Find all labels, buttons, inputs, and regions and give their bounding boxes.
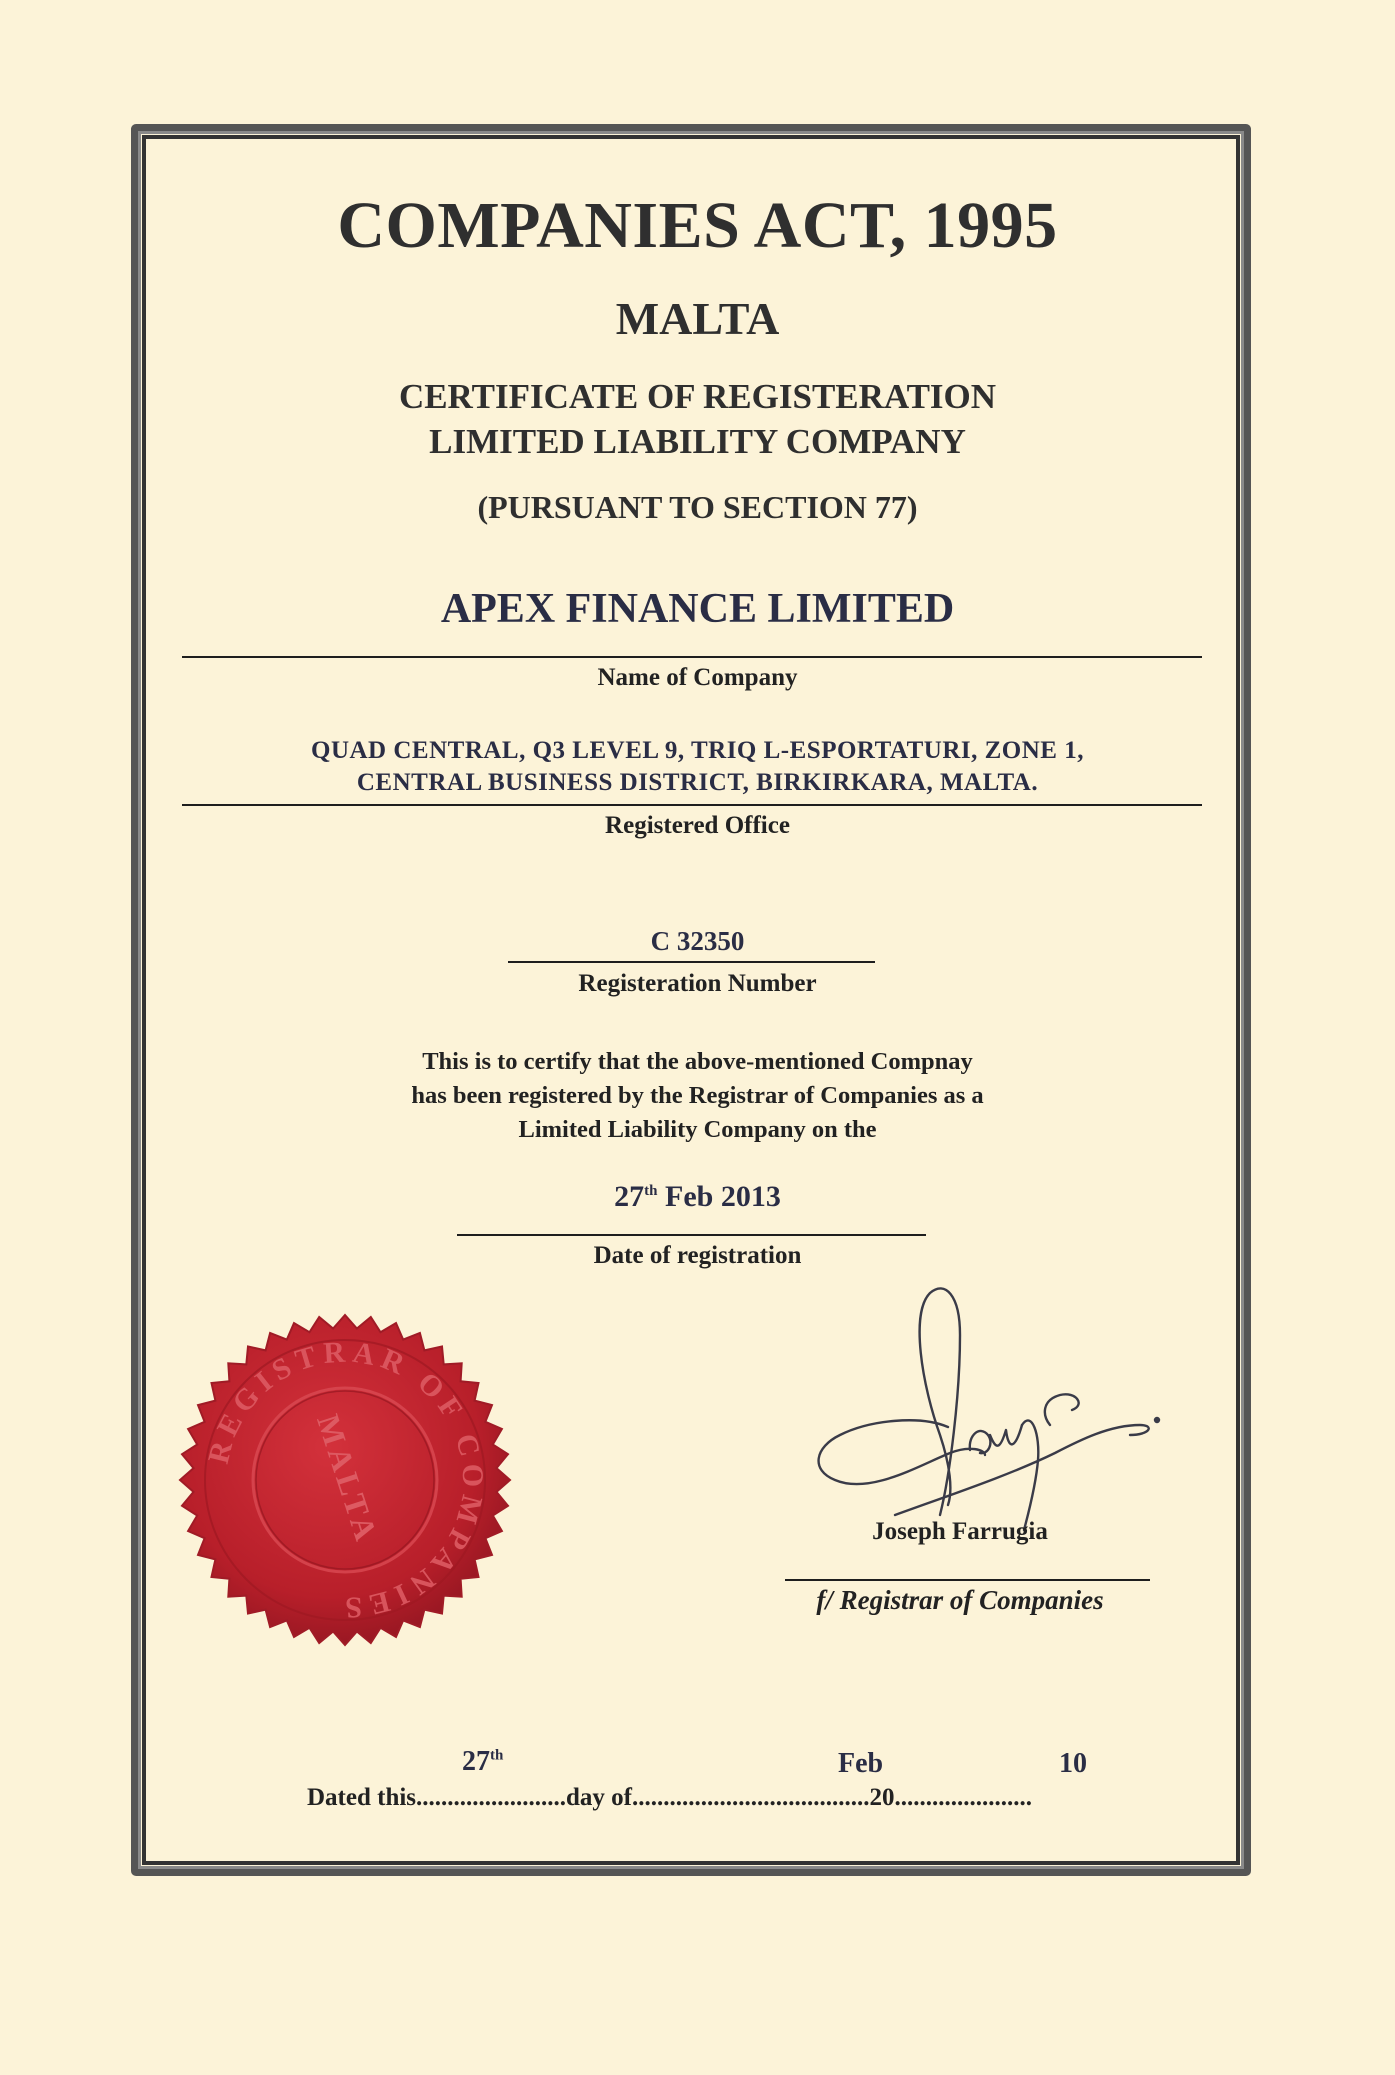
certification-statement — [0, 1045, 1395, 1147]
registration-number-rule — [508, 961, 875, 963]
act-title: COMPANIES ACT, 1995 — [337, 189, 1058, 262]
seal-outer-text: REGISTRAR OF COMPANIES — [201, 1335, 490, 1625]
registrar-seal-icon — [175, 1310, 515, 1650]
section-reference: (PURSUANT TO SECTION 77) — [477, 489, 918, 525]
certificate-heading — [0, 374, 1395, 464]
certification-line3: Limited Liability Company on the — [518, 1116, 877, 1143]
seal-inner-text: MALTA — [310, 1409, 386, 1549]
registration-date — [0, 1180, 1395, 1214]
certification-line1: This is to certify that the above-mentioned Compnay — [422, 1048, 973, 1075]
dated-year: 10 — [1059, 1748, 1087, 1779]
registration-date-caption: Date of registration — [593, 1242, 802, 1269]
dated-day — [462, 1746, 503, 1778]
registration-date-rest: Feb 2013 — [657, 1180, 781, 1213]
registration-date-day: 27 — [614, 1180, 645, 1213]
company-name-caption: Name of Company — [597, 664, 798, 691]
address-rule — [182, 804, 1202, 806]
registration-number: C 32350 — [650, 926, 745, 956]
address-line1: QUAD CENTRAL, Q3 LEVEL 9, TRIQ L-ESPORTATURI, ZONE 1, — [311, 737, 1084, 764]
signer-name: Joseph Farrugia — [872, 1518, 1048, 1545]
certification-line2: has been registered by the Registrar of Companies as a — [411, 1082, 984, 1109]
registration-date-rule — [457, 1234, 926, 1236]
registrar-signature — [810, 1275, 1170, 1535]
registered-office-address — [0, 735, 1395, 799]
company-name-rule — [182, 656, 1202, 658]
certificate-heading-line2: LIMITED LIABILITY COMPANY — [429, 422, 966, 461]
address-caption: Registered Office — [605, 812, 790, 839]
registration-date-suffix: th — [644, 1183, 658, 1199]
dated-line: Dated this........................day of......................................20...................... — [307, 1784, 1033, 1811]
address-line2: CENTRAL BUSINESS DISTRICT, BIRKIRKARA, MALTA. — [356, 769, 1039, 796]
registration-number-caption: Registeration Number — [578, 970, 817, 997]
dated-month: Feb — [838, 1748, 884, 1779]
certificate-heading-line1: CERTIFICATE OF REGISTERATION — [398, 377, 997, 416]
signer-role: f/ Registrar of Companies — [816, 1585, 1104, 1615]
signature-rule — [785, 1579, 1150, 1581]
company-name: APEX FINANCE LIMITED — [440, 586, 955, 632]
dated-day-suffix: th — [490, 1747, 504, 1764]
country-heading: MALTA — [615, 293, 780, 344]
dated-day-number: 27 — [462, 1746, 490, 1777]
